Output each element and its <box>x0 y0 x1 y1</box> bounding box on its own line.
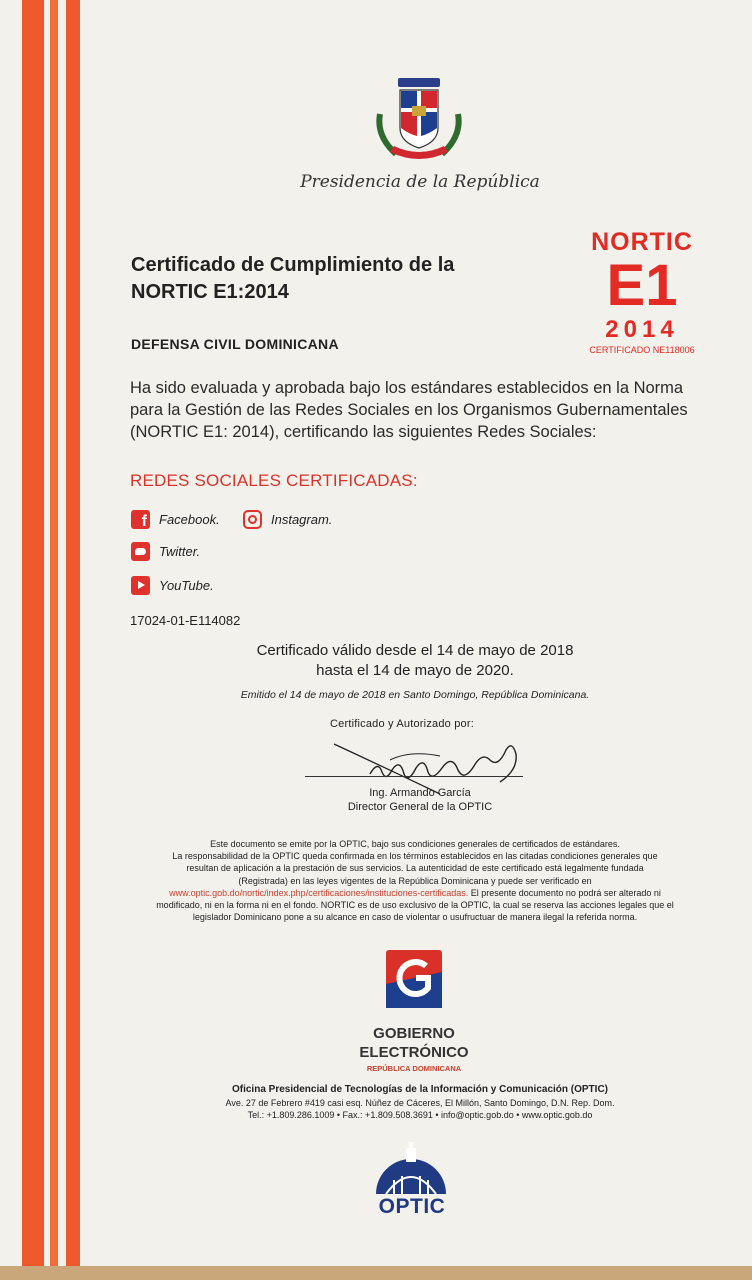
legal-line-with-link <box>120 887 710 899</box>
legal-line: legislador Dominicano pone a su alcance en caso de violentar o usufructuar de manera ilegal la referida norma. <box>192 912 638 923</box>
nortic-badge-word: NORTIC <box>591 228 693 256</box>
office-contacts: Tel.: +1.809.286.1009 • Fax.: +1.809.508.3691 • info@optic.gob.do • www.optic.gob.do <box>247 1110 593 1120</box>
legal-line: La responsabilidad de la OPTIC queda confirmada en los términos establecidos en las citadas condiciones generales que <box>172 851 658 862</box>
optic-wordmark: OPTIC <box>378 1195 446 1218</box>
left-border-stripe-inner <box>66 0 80 1280</box>
presidencia-signature-text: Presidencia de la República <box>300 172 540 192</box>
signer-role: Director General de la OPTIC <box>347 801 493 813</box>
ge-subtitle: REPÚBLICA DOMINICANA <box>366 1064 462 1073</box>
coat-of-arms-seal <box>372 74 466 166</box>
certificate-code: 17024-01-E114082 <box>130 613 241 628</box>
social-label-twitter: Twitter. <box>159 544 201 559</box>
certificate-body-text: Ha sido evaluada y aprobada bajo los estándares establecidos en la Norma para la Gestión de las Redes Sociales en los Organismos Gubernamentales (NORTIC E1: 2014), certificando las siguientes Redes Sociales: <box>130 379 688 441</box>
social-label-youtube: YouTube. <box>159 578 214 593</box>
nortic-badge-code: E1 <box>606 253 678 318</box>
social-item-facebook <box>131 510 220 529</box>
legal-line: El presente documento no podrá ser alterado ni <box>468 887 661 898</box>
certificate-title <box>131 252 551 306</box>
gobierno-electronico-name <box>314 1024 514 1062</box>
legal-line: resultan de aplicación a la prestación de sus servicios. La autenticidad de este certificado está legalmente fundada <box>186 863 644 874</box>
signer-name: Ing. Armando García <box>369 787 471 799</box>
signature-line <box>305 776 523 777</box>
optic-logo-dome <box>372 1140 450 1196</box>
validity-period <box>190 641 640 681</box>
office-address: Ave. 27 de Febrero #419 casi esq. Núñez de Cáceres, El Millón, Santo Domingo, D.N. Rep. Dom. <box>225 1098 615 1108</box>
social-item-instagram <box>243 510 332 529</box>
social-item-twitter <box>131 542 200 561</box>
ge-line1: GOBIERNO <box>373 1025 455 1042</box>
office-name: Oficina Presidencial de Tecnologías de la Información y Comunicación (OPTIC) <box>231 1084 608 1095</box>
legal-line: modificado, ni en la forma ni en el fondo. NORTIC es de uso exclusivo de la OPTIC, la cual se reserva las acciones legales que el <box>156 900 674 911</box>
facebook-icon <box>131 510 150 529</box>
social-networks-heading: REDES SOCIALES CERTIFICADAS: <box>130 471 418 490</box>
organization-name: DEFENSA CIVIL DOMINICANA <box>131 336 339 352</box>
legal-disclaimer <box>120 838 710 923</box>
left-border-stripe-wide <box>22 0 44 1280</box>
left-border-stripe-thin <box>50 0 58 1280</box>
validity-line1: Certificado válido desde el 14 de mayo de 2018 <box>256 642 574 659</box>
certificate-title-line1: Certificado de Cumplimiento de la <box>131 254 455 276</box>
legal-line: (Registrada) en las leyes vigentes de la República Dominicana y puede ser verificado en <box>238 875 592 886</box>
youtube-icon <box>131 576 150 595</box>
signature-label: Certificado y Autorizado por: <box>330 718 474 730</box>
social-item-youtube <box>131 576 214 595</box>
frame-bottom-edge <box>0 1266 752 1280</box>
validity-line2: hasta el 14 de mayo de 2020. <box>316 662 514 679</box>
verification-link[interactable]: www.optic.gob.do/nortic/index.php/certificaciones/instituciones-certificadas. <box>169 887 469 898</box>
nortic-badge-year: 2014 <box>605 316 679 343</box>
emission-note: Emitido el 14 de mayo de 2018 en Santo Domingo, República Dominicana. <box>240 689 590 701</box>
social-label-instagram: Instagram. <box>271 512 333 527</box>
ge-line2: ELECTRÓNICO <box>359 1044 469 1061</box>
legal-line: Este documento se emite por la OPTIC, bajo sus condiciones generales de certificados de estándares. <box>210 839 620 849</box>
nortic-certificate-number: CERTIFICADO NE118006 <box>589 345 695 355</box>
certificate-title-line2: NORTIC E1:2014 <box>131 281 289 303</box>
instagram-icon <box>243 510 262 529</box>
social-label-facebook: Facebook. <box>159 512 220 527</box>
gobierno-electronico-logo <box>386 950 442 1008</box>
twitter-icon <box>131 542 150 561</box>
